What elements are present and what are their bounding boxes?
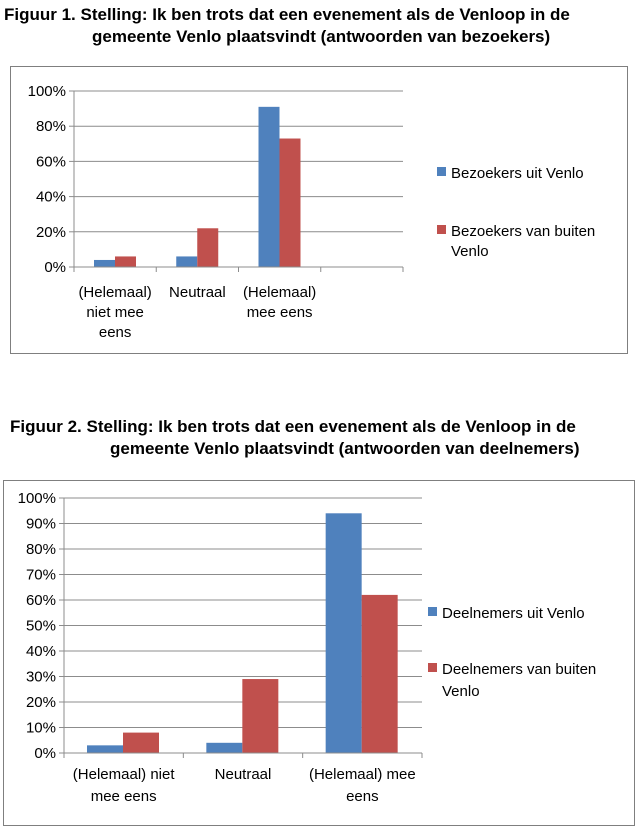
fig2-category-label: (Helemaal) niet: [72, 766, 175, 783]
fig1-y-tick-label: 20%: [35, 223, 66, 241]
fig1-legend-swatch-2: [437, 225, 446, 234]
fig1-y-tick-label: 40%: [35, 188, 66, 206]
fig1-bar-series-1-cat-3: [259, 107, 280, 267]
fig2-y-tick-label: 50%: [25, 617, 56, 635]
fig2-legend-label-2: Deelnemers van buiten: [442, 661, 597, 678]
fig2-legend-swatch-2: [428, 663, 437, 672]
fig2-category-label: mee eens: [90, 788, 157, 805]
fig1-bar-series-1-cat-2: [176, 256, 197, 267]
figure-2-title-line-2: gemeente Venlo plaatsvindt (antwoorden van deelnemers): [110, 439, 580, 458]
fig2-bar-series-2-cat-3: [362, 595, 398, 753]
fig2-bar-series-2-cat-1: [123, 733, 159, 753]
fig1-bar-series-1-cat-1: [94, 260, 115, 267]
fig2-bar-series-1-cat-3: [326, 513, 362, 753]
fig2-category-label: eens: [346, 788, 379, 805]
fig2-y-tick-label: 90%: [25, 515, 56, 533]
fig1-bar-series-2-cat-3: [280, 139, 301, 267]
figure-2-chart-frame: [3, 480, 635, 826]
fig2-y-tick-label: 0%: [34, 745, 56, 762]
fig2-category-label: Neutraal: [214, 766, 272, 783]
figure-1-title: [4, 4, 634, 48]
fig1-legend-label-2: Venlo: [451, 243, 489, 260]
fig1-y-tick-label: 100%: [27, 83, 66, 100]
figure-1-title-line-1: Figuur 1. Stelling: Ik ben trots dat een evenement als de Venloop in de: [4, 5, 570, 24]
fig2-legend-swatch-1: [428, 607, 437, 616]
fig1-y-tick-label: 60%: [35, 153, 66, 171]
figure-2-title-line-1: Figuur 2. Stelling: Ik ben trots dat een evenement als de Venloop in de: [10, 417, 576, 436]
fig1-category-label: (Helemaal): [78, 284, 152, 301]
fig1-category-label: mee eens: [246, 304, 313, 321]
fig2-legend-label-2: Venlo: [442, 683, 480, 700]
fig2-y-tick-label: 10%: [25, 719, 56, 737]
fig1-legend-label-1: Bezoekers uit Venlo: [451, 165, 584, 182]
fig1-bar-series-2-cat-2: [197, 228, 218, 267]
fig2-legend-label-1: Deelnemers uit Venlo: [442, 605, 585, 622]
figure-1-title-line-2: gemeente Venlo plaatsvindt (antwoorden van bezoekers): [92, 27, 551, 46]
fig1-legend-label-2: Bezoekers van buiten: [451, 223, 596, 240]
fig1-category-label: niet mee: [86, 304, 144, 321]
figure-1-chart: [11, 67, 627, 353]
fig2-category-label: (Helemaal) mee: [308, 766, 416, 783]
fig2-y-tick-label: 40%: [25, 643, 56, 660]
figure-2-chart: [4, 481, 634, 825]
fig1-category-label: (Helemaal): [242, 284, 317, 301]
figure-1-chart-frame: [10, 66, 628, 354]
fig2-y-tick-label: 20%: [25, 694, 56, 711]
fig1-y-tick-label: 80%: [35, 118, 66, 136]
fig2-bar-series-1-cat-2: [206, 743, 242, 753]
fig2-bar-series-1-cat-1: [87, 745, 123, 753]
fig1-bar-series-2-cat-1: [115, 256, 136, 267]
fig1-category-label: eens: [98, 324, 132, 341]
fig2-bar-series-2-cat-2: [242, 679, 278, 753]
figure-2-title: [10, 416, 635, 460]
fig1-category-label: Neutraal: [169, 284, 226, 301]
fig2-y-tick-label: 80%: [25, 541, 56, 558]
fig2-y-tick-label: 70%: [25, 566, 56, 584]
fig2-y-tick-label: 30%: [25, 668, 56, 686]
fig2-y-tick-label: 60%: [25, 592, 56, 609]
fig1-y-tick-label: 0%: [44, 259, 66, 276]
fig2-y-tick-label: 100%: [17, 490, 56, 507]
fig1-legend-swatch-1: [437, 167, 446, 176]
